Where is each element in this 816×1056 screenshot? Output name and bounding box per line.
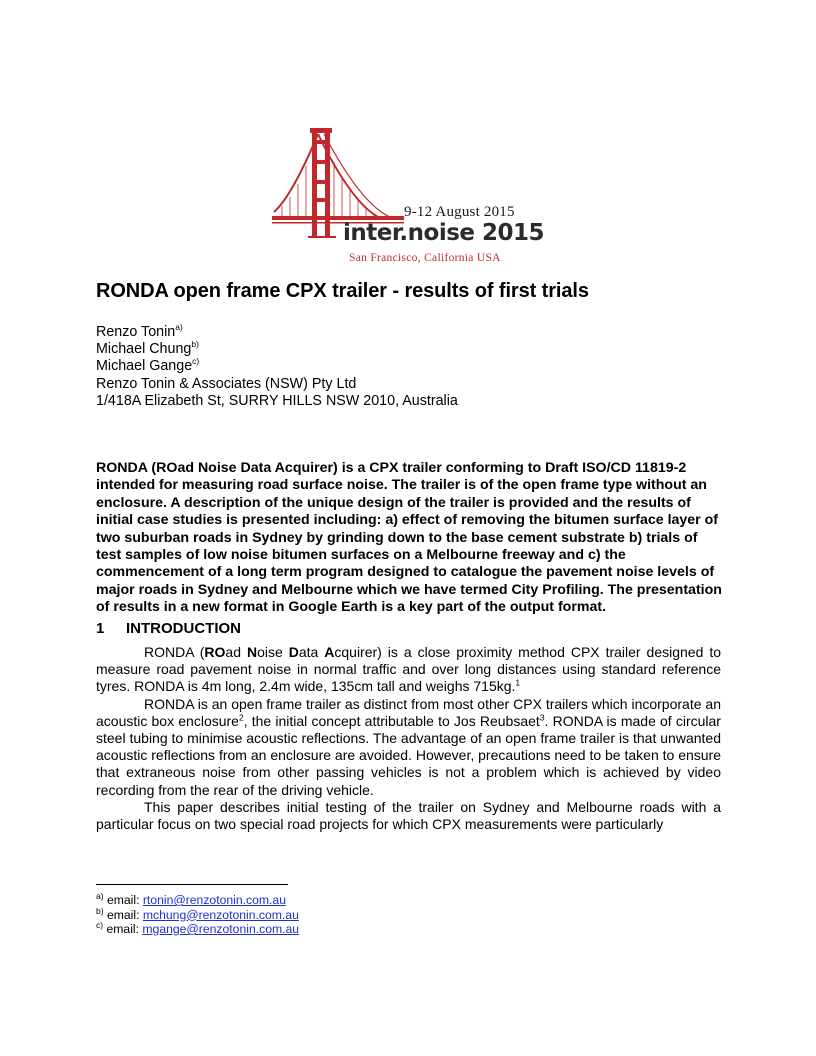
paragraph-text: ad bbox=[225, 644, 247, 660]
footnote bbox=[96, 919, 300, 937]
paragraph bbox=[96, 696, 721, 799]
author-mark: c) bbox=[192, 356, 200, 367]
section-body bbox=[96, 644, 721, 833]
footnote-divider bbox=[96, 884, 288, 885]
paragraph-text: , the initial concept attributable to Jos Reubsaet bbox=[243, 712, 540, 729]
conference-logo bbox=[272, 126, 550, 268]
email-link[interactable]: mchung@renzotonin.com.au bbox=[142, 907, 299, 922]
reference-mark: 3 bbox=[539, 712, 545, 723]
acronym-letter: N bbox=[246, 644, 258, 660]
abstract: RONDA (ROad Noise Data Acquirer) is a CPX trailer conforming to Draft ISO/CD 11819-2 intended for measuring road surface noise. The trailer is of the open frame type without an enclosure. A description of the unique design of the trailer is provided and the results of initial case studies is presented including: a) effect of removing the bitumen surface layer of two suburban roads in Sydney by grinding down to the base cement substrate b) trials of test samples of low noise bitumen surfaces on a Melbourne freeway and c) the commencement of a long term program designed to catalogue the pavement noise levels of major roads in Sydney and Melbourne which we have termed City Profiling. The presentation of results in a new format in Google Earth is a key part of the output format. bbox=[96, 460, 722, 616]
paragraph-text: RONDA is an open frame trailer as distinct from most other CPX trailers which incorporate an acoustic box enclosure bbox=[96, 695, 721, 729]
affiliation: Renzo Tonin & Associates (NSW) Pty Ltd bbox=[96, 375, 357, 392]
reference-mark: 2 bbox=[238, 712, 244, 723]
paragraph-text: ata bbox=[298, 644, 325, 660]
author-mark: b) bbox=[191, 339, 199, 350]
author-name: Renzo Tonin bbox=[96, 324, 176, 340]
acronym-letter: D bbox=[288, 644, 299, 660]
footnotes bbox=[96, 890, 300, 937]
paragraph-text: oise bbox=[257, 644, 289, 660]
email-link[interactable]: rtonin@renzotonin.com.au bbox=[142, 893, 286, 907]
section-title: INTRODUCTION bbox=[126, 620, 241, 637]
author-name: Michael Chung bbox=[96, 341, 192, 358]
conference-dates: 9-12 August 2015 bbox=[404, 204, 515, 220]
author-name: Michael Gange bbox=[96, 358, 193, 375]
paragraph-text: RONDA ( bbox=[144, 644, 205, 660]
footnote bbox=[96, 905, 299, 923]
paragraph bbox=[96, 644, 721, 696]
conference-brand: inter.noise 2015 bbox=[343, 220, 545, 246]
footnote-label: email: bbox=[106, 893, 143, 907]
author-block bbox=[96, 324, 736, 410]
footnote-label: email: bbox=[106, 922, 143, 936]
address: 1/418A Elizabeth St, SURRY HILLS NSW 2010, Australia bbox=[96, 392, 458, 409]
acronym-letter: A bbox=[324, 644, 335, 660]
golden-gate-bridge-icon bbox=[272, 126, 550, 268]
footnote bbox=[96, 890, 299, 908]
conference-location: San Francisco, California USA bbox=[349, 252, 501, 264]
paragraph-text: cquirer) is a close proximity method CPX trailer designed to measure road pavement noise in normal traffic and over long distances using standard reference tyres. RONDA is 4m long, 2.4m wide, 135cm tall and weighs 715kg. bbox=[96, 644, 721, 695]
footnote-mark: c) bbox=[96, 919, 104, 930]
acronym-letter: RO bbox=[204, 644, 226, 660]
email-link[interactable]: mgange@renzotonin.com.au bbox=[142, 922, 300, 936]
paragraph-text: . RONDA is made of circular steel tubing to minimise acoustic reflections. The advantage of an open frame trailer is that unwanted acoustic reflections from an enclosure are avoided. However, precautions need to be taken to ensure that extraneous noise from other passing vehicles is not a problem which is achieved by video recording from the rear of the driving vehicle. bbox=[96, 712, 721, 798]
section-number: 1 bbox=[96, 620, 105, 637]
paragraph: This paper describes initial testing of the trailer on Sydney and Melbourne roads with a particular focus on two special road projects for which CPX measurements were particularly bbox=[96, 798, 721, 833]
paper-title: RONDA open frame CPX trailer - results of first trials bbox=[96, 280, 589, 302]
reference-mark: 1 bbox=[515, 677, 521, 688]
footnote-mark: a) bbox=[96, 890, 104, 901]
section-heading bbox=[96, 620, 241, 637]
footnote-label: email: bbox=[106, 907, 143, 922]
author-line bbox=[96, 358, 736, 375]
footnote-mark: b) bbox=[96, 905, 104, 916]
author-mark: a) bbox=[175, 322, 183, 333]
